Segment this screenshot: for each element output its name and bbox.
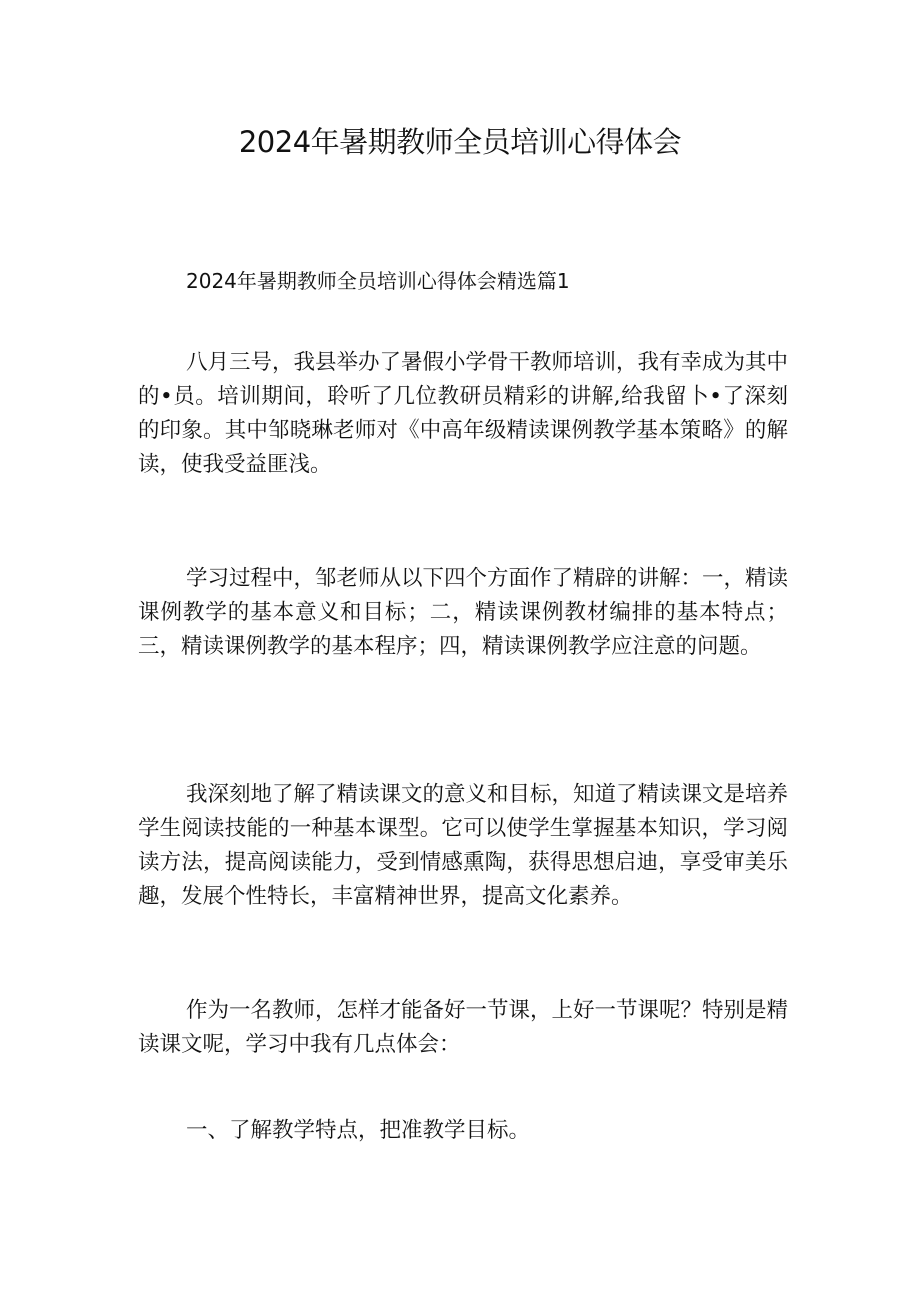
paragraph-2: 学习过程中，邹老师从以下四个方面作了精辟的讲解：一，精读课例教学的基本意义和目标；二，精读课例教材编排的基本特点；三，精读课例教学的基本程序；四，精读课例教学应注意的问题。 <box>138 566 789 659</box>
paragraph-3: 我深刻地了解了精读课文的意义和目标，知道了精读课文是培养学生阅读技能的一种基本课型。它可以使学生掌握基本知识，学习阅读方法，提高阅读能力，受到情感熏陶，获得思想启迪，享受审美乐趣，发展个性特长，丰富精神世界，提高文化素养。 <box>138 782 789 909</box>
document-title: 2024年暑期教师全员培训心得体会 <box>238 125 682 159</box>
section-heading: 2024年暑期教师全员培训心得体会精选篇1 <box>186 269 570 293</box>
paragraph-4: 作为一名教师，怎样才能备好一节课，上好一节课呢？特别是精读课文呢，学习中我有几点体会： <box>138 998 789 1057</box>
paragraph-1: 八月三号，我县举办了暑假小学骨干教师培训，我有幸成为其中的•员。培训期间，聆听了几位教研员精彩的讲解,给我留卜•了深刻的印象。其中邹晓琳老师对《中高年级精读课例教学基本策略》的解读，使我受益匪浅。 <box>138 350 789 477</box>
paragraph-5: 一、了解教学特点，把准教学目标。 <box>186 1118 531 1143</box>
